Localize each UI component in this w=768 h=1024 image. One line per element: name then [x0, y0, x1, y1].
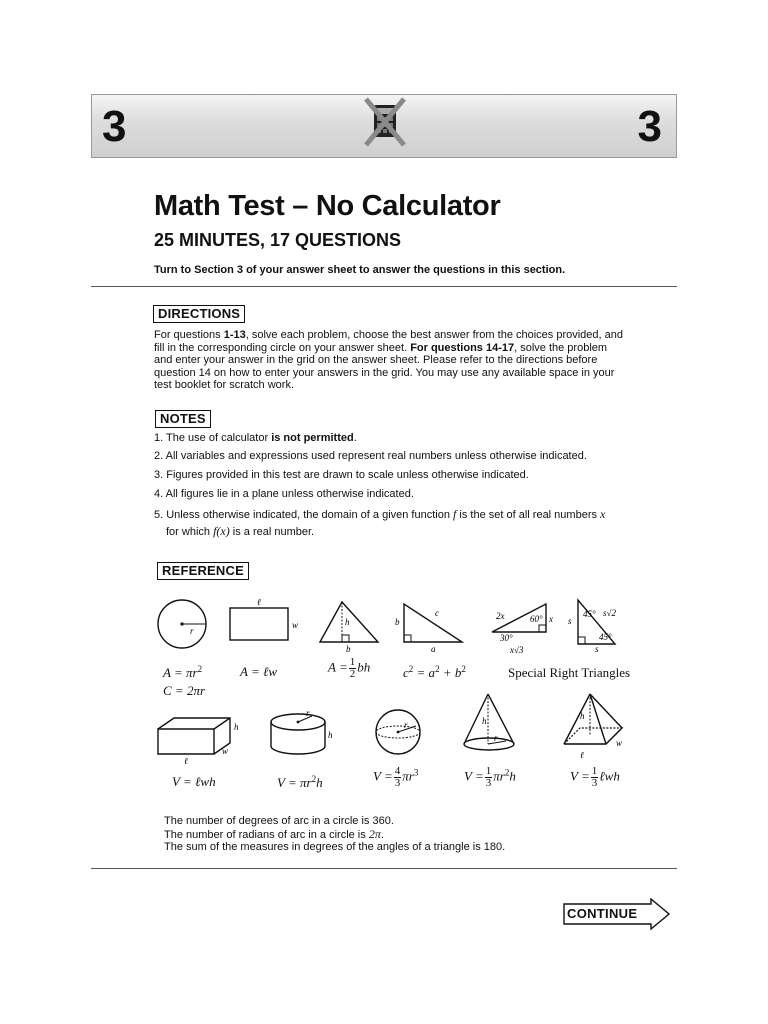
page-title: Math Test – No Calculator [154, 190, 501, 222]
svg-text:45°: 45° [583, 609, 596, 619]
triangle-45-45-90-figure [568, 600, 616, 654]
directions-text: For questions 1-13, solve each problem, choose the best answer from the choices provided, and fill in the corresponding circle on your answer sheet. For questions 14-17, solve the problem and enter your answer in the grid on the answer sheet. Please refer to the directions before question 14 on how to enter your answers in the grid. You may use any available space in your test booklet for scratch work. [154, 329, 623, 392]
fact-radians: The number of radians of arc in a circle is 2π. [164, 827, 384, 841]
svg-text:r: r [494, 733, 498, 743]
svg-text:h: h [234, 722, 239, 732]
notes-label: NOTES [155, 410, 211, 428]
svg-text:x: x [549, 614, 553, 624]
pythagorean-formula: $c^2 = a^2 + b^2$ [403, 664, 466, 680]
svg-text:x√3: x√3 [510, 645, 524, 655]
right-triangle-figure [395, 604, 462, 654]
svg-text:ℓ: ℓ [184, 756, 188, 766]
note-5-continued: for which f(x) is a real number. [166, 524, 315, 538]
sphere-volume-formula: V = $\frac{4}{3}$ $\pi r^3$ [373, 765, 419, 789]
cylinder-volume-formula: $V = \pi r^2h$ [277, 774, 323, 790]
svg-text:60°: 60° [530, 614, 543, 624]
svg-text:ℓ: ℓ [257, 597, 261, 607]
svg-text:ℓ: ℓ [580, 750, 584, 760]
reference-figures [150, 594, 640, 774]
svg-text:h: h [345, 617, 350, 627]
svg-text:w: w [292, 620, 299, 630]
svg-text:s: s [568, 616, 572, 626]
pyramid-figure [564, 694, 622, 760]
svg-text:2x: 2x [496, 611, 505, 621]
divider-bottom [91, 868, 677, 869]
svg-text:a: a [431, 644, 436, 654]
svg-text:h: h [482, 716, 487, 726]
circle-figure [158, 600, 206, 648]
divider-top [91, 286, 677, 287]
rectangle-figure [230, 597, 298, 640]
circle-circumference-formula: C = 2πr [163, 683, 206, 698]
note-2: 2. All variables and expressions used represent real numbers unless otherwise indicated. [154, 450, 587, 462]
svg-text:r: r [306, 708, 310, 718]
cone-volume-formula: V = $\frac{1}{3}$ $\pi r^2h$ [464, 765, 516, 789]
directions-label: DIRECTIONS [153, 305, 245, 323]
section-banner [91, 94, 677, 158]
special-right-triangles-label: Special Right Triangles [508, 665, 631, 680]
note-4: 4. All figures lie in a plane unless otherwise indicated. [154, 488, 414, 500]
instruction-text: Turn to Section 3 of your answer sheet to answer the questions in this section. [154, 264, 566, 276]
svg-text:r: r [190, 626, 194, 636]
svg-text:s√2: s√2 [603, 608, 616, 618]
fact-triangle-sum: The sum of the measures in degrees of the angles of a triangle is 180. [164, 841, 506, 853]
box-volume-formula: V = ℓwh [172, 774, 216, 789]
sphere-figure [376, 710, 420, 754]
fact-degrees: The number of degrees of arc in a circle is 360. [164, 815, 394, 827]
cone-figure [464, 694, 514, 750]
pyramid-volume-formula: V = $\frac{1}{3}$ ℓwh [570, 765, 620, 789]
triangle-height-figure [320, 602, 378, 654]
note-3: 3. Figures provided in this test are drawn to scale unless otherwise indicated. [154, 469, 529, 481]
note-5: 5. Unless otherwise indicated, the domain of a given function f is the set of all real numbers x [154, 507, 606, 521]
triangle-30-60-90-figure [492, 604, 553, 655]
svg-text:s: s [595, 644, 599, 654]
no-calculator-icon [363, 97, 407, 147]
svg-text:r: r [404, 720, 408, 730]
svg-text:w: w [222, 746, 229, 756]
circle-area-formula: $A = \pi r^2$ [163, 664, 203, 680]
reference-label: REFERENCE [157, 562, 249, 580]
svg-text:30°: 30° [500, 633, 513, 643]
triangle-area-formula: A = $\frac{1}{2}$ bh [328, 656, 371, 680]
svg-text:h: h [580, 711, 585, 721]
page-subtitle: 25 MINUTES, 17 QUESTIONS [154, 230, 402, 250]
svg-text:h: h [328, 730, 333, 740]
svg-text:b: b [395, 617, 400, 627]
note-1: 1. The use of calculator is not permitted. [154, 432, 357, 444]
svg-text:w: w [616, 738, 623, 748]
svg-text:45°: 45° [599, 632, 612, 642]
box-figure [158, 718, 239, 766]
svg-text:c: c [435, 608, 439, 618]
cylinder-figure [271, 708, 333, 754]
section-number-right: 3 [637, 102, 662, 151]
section-number-left: 3 [102, 102, 127, 151]
rectangle-area-formula: A = ℓw [240, 664, 278, 679]
continue-label: CONTINUE [567, 906, 638, 921]
svg-text:b: b [346, 644, 351, 654]
